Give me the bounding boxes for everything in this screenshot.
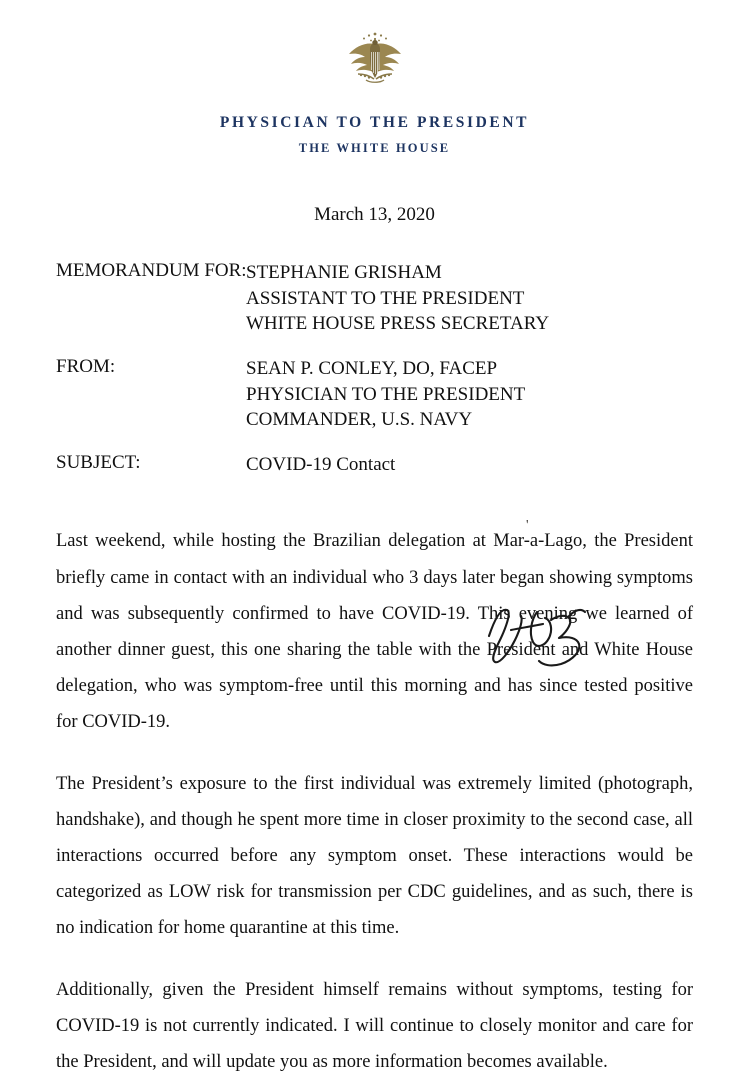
memo-header-block: [56, 260, 693, 533]
memo-subject-text: COVID-19 Contact: [246, 453, 396, 475]
memo-label-from: FROM:: [56, 355, 116, 377]
memo-recipient-name: STEPHANIE GRISHAM: [246, 262, 442, 283]
body-paragraph-3: Additionally, given the President himself remains without symptoms, testing for COVID-19 is not currently indicated. I will continue to closely monitor and care for the President, and will update you as more information becomes available.: [56, 980, 693, 1073]
memo-row-subject: [56, 452, 693, 478]
memo-body: [56, 523, 693, 1080]
memo-value-memorandum-for: [246, 260, 549, 337]
letterhead-line-1: PHYSICIAN TO THE PRESIDENT: [219, 114, 530, 131]
memo-sender-name: SEAN P. CONLEY, DO, FACEP: [246, 357, 498, 379]
letterhead: [56, 114, 693, 156]
body-paragraph-1: Last weekend, while hosting the Brazilian delegation at Mar-a-Lago, the President briefly came in contact with an individual who 3 days later began showing symptoms and was subsequently confirmed to have COVID-19. This evening we learned of another dinner guest, this one sharing the table with the President and White House delegation, who was symptom-free until this morning and has since tested positive for COVID-19.: [56, 531, 693, 732]
memo-value-from: [246, 356, 525, 433]
body-paragraph-2: The President’s exposure to the first individual was extremely limited (photograph, handshake), and though he spent more time in closer proximity to the second case, all interactions occurred before any symptom onset. These interactions would be categorized as LOW risk for transmission per CDC guidelines, and as such, there is no indication for home quarantine at this time.: [56, 773, 693, 939]
memo-recipient-title-1: ASSISTANT TO THE PRESIDENT: [246, 287, 525, 309]
memo-label-subject: SUBJECT:: [56, 451, 141, 473]
memo-label-memorandum-for: MEMORANDUM FOR:: [56, 260, 247, 281]
memo-value-subject: [246, 452, 395, 478]
stray-pen-mark: ': [526, 518, 529, 533]
memo-sender-title-1: PHYSICIAN TO THE PRESIDENT: [246, 383, 526, 405]
memo-row-memorandum-for: [56, 260, 693, 337]
memo-recipient-title-2: WHITE HOUSE PRESS SECRETARY: [246, 313, 550, 335]
letterhead-line-2: THE WHITE HOUSE: [298, 141, 451, 155]
memo-row-from: [56, 356, 693, 433]
seal-container: [56, 0, 693, 96]
us-department-of-state-eagle-seal-icon: [344, 30, 406, 88]
memo-sender-title-2: COMMANDER, U.S. NAVY: [246, 409, 473, 431]
memo-date: March 13, 2020: [314, 204, 435, 225]
